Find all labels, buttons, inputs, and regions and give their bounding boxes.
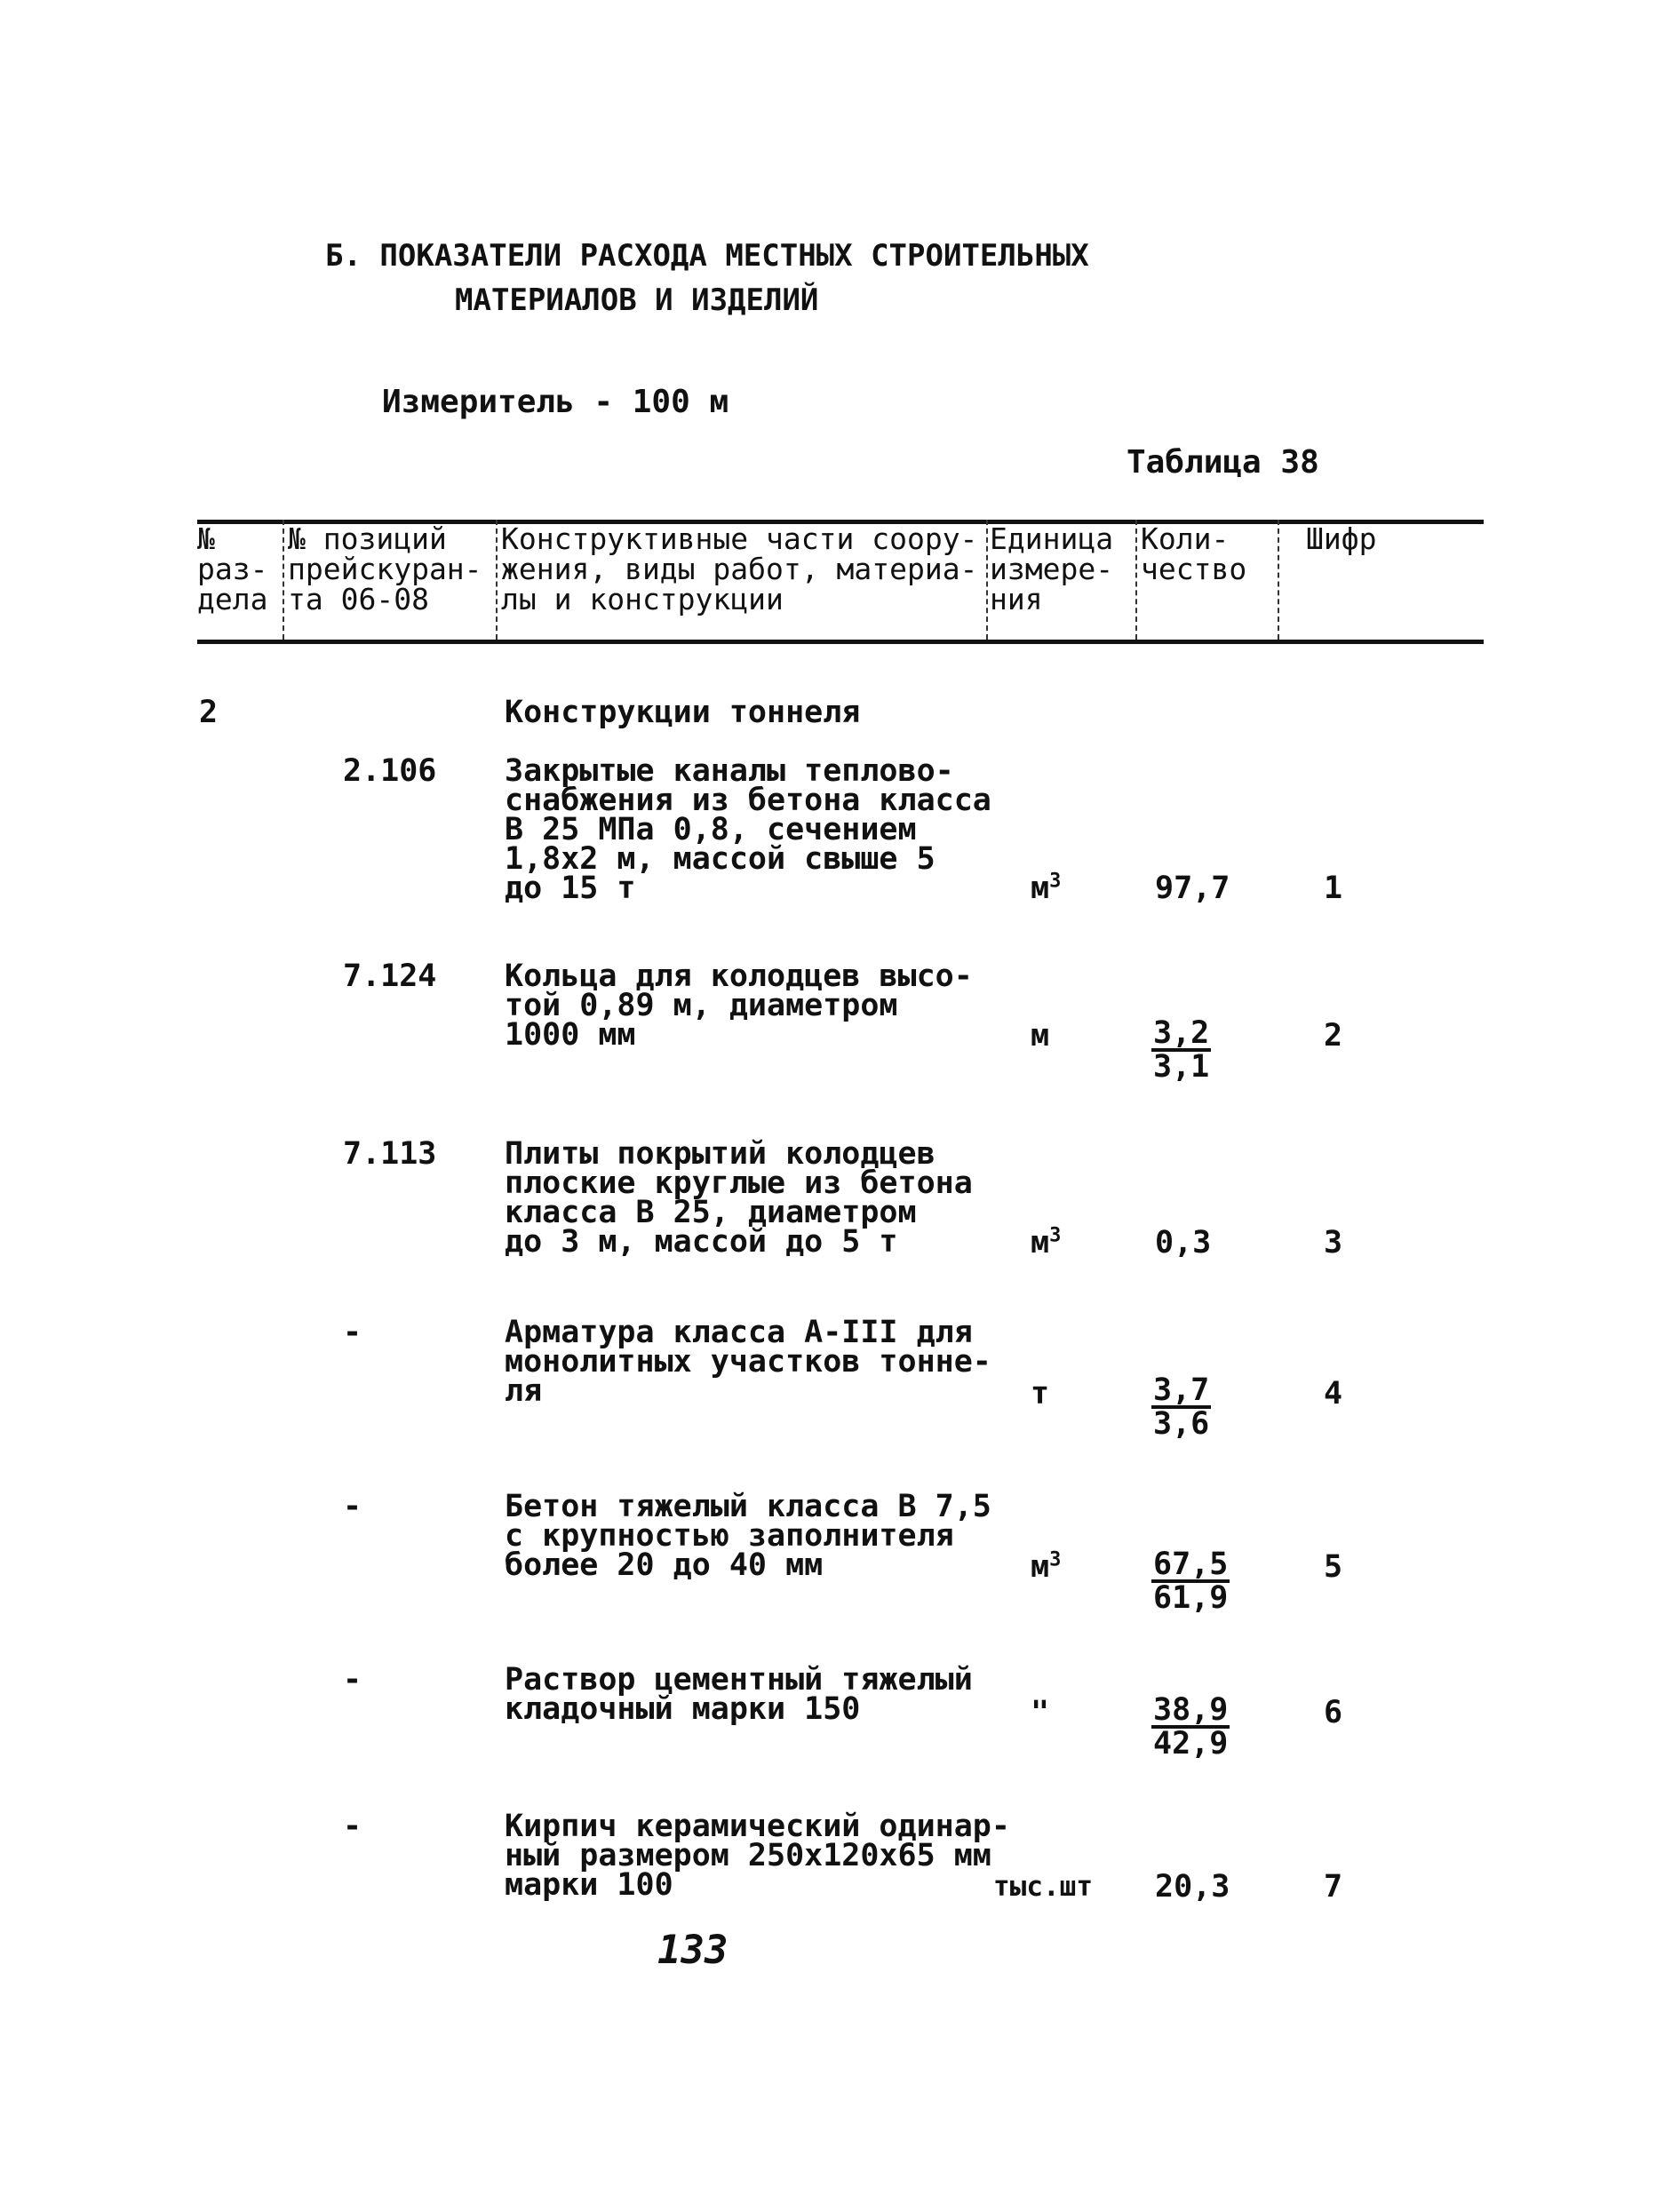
col-separator [1135,520,1137,640]
table-label: Таблица 38 [1127,444,1319,481]
row-description: Бетон тяжелый класса В 7,5 с крупностью заполнителя более 20 до 40 мм [505,1489,991,1583]
row-description: Закрытые каналы теплово- снабжения из бетона класса В 25 МПа 0,8, сечением 1,8х2 м, массой свыше 5 до 15 т [505,753,991,906]
row-position: - [343,1315,362,1350]
quantity-numerator: 67,5 [1153,1547,1229,1582]
heading-line-2: МАТЕРИАЛОВ И ИЗДЕЛИЙ [455,282,819,318]
row-position: 7.124 [343,958,437,994]
quantity-numerator: 38,9 [1153,1692,1229,1728]
quantity-denominator: 61,9 [1153,1580,1229,1616]
row-quantity-fraction [1151,1692,1230,1762]
row-unit: тыс.шт [993,1871,1093,1903]
quantity-numerator: 3,7 [1153,1372,1210,1408]
row-code: 2 [1324,1018,1343,1054]
row-position: 7.113 [343,1136,437,1172]
row-description: Раствор цементный тяжелый кладочный марки 150 [505,1662,973,1727]
row-unit: $м^3$ [1031,870,1062,906]
row-unit: $м^3$ [1031,1548,1062,1585]
col-header-position: № позиций прейскуран- та 06-08 [288,521,482,616]
col-header-code: Шифр [1306,521,1377,556]
section-number: 2 [199,695,219,730]
quantity-denominator: 42,9 [1153,1726,1229,1762]
row-code: 3 [1324,1225,1343,1261]
col-header-quantity: Коли- чество [1141,521,1247,586]
row-quantity: 0,3 [1155,1225,1212,1261]
quantity-numerator: 3,2 [1153,1015,1210,1051]
row-code: 6 [1324,1695,1343,1730]
row-quantity: 20,3 [1155,1869,1230,1905]
row-quantity-fraction [1151,1372,1211,1442]
heading-line-1: Б. ПОКАЗАТЕЛИ РАСХОДА МЕСТНЫХ СТРОИТЕЛЬНЫХ [325,238,1089,274]
row-unit: $м^3$ [1031,1224,1062,1261]
col-separator [986,520,988,640]
table-header-bottom-rule [197,640,1484,644]
quantity-denominator: 3,6 [1153,1406,1210,1442]
row-description: Плиты покрытий колодцев плоские круглые из бетона класса В 25, диаметром до 3 м, массой до 5 т [505,1136,973,1260]
row-code: 7 [1324,1869,1343,1905]
row-code: 1 [1324,871,1343,906]
row-unit: т [1031,1376,1050,1412]
row-description: Кирпич керамический одинар- ный размером 250х120х65 мм марки 100 [505,1809,1010,1903]
row-code: 4 [1324,1376,1343,1412]
col-separator [1278,520,1279,640]
col-header-description: Конструктивные части соору- жения, виды работ, материа- лы и конструкции [501,521,978,616]
col-separator [496,520,498,640]
row-quantity-fraction [1151,1015,1211,1085]
col-header-section: № раз- дела [197,521,268,616]
row-description: Кольца для колодцев высо- той 0,89 м, диаметром 1000 мм [505,958,973,1053]
section-title: Конструкции тоннеля [505,695,861,730]
quantity-denominator: 3,1 [1153,1049,1210,1085]
row-code: 5 [1324,1549,1343,1585]
col-header-unit: Единица измере- ния [990,521,1114,616]
row-quantity-fraction [1151,1547,1230,1616]
row-description: Арматура класса А-III для монолитных участков тонне- ля [505,1315,991,1409]
page-number: 133 [657,1928,729,1973]
row-position: - [343,1489,362,1524]
row-position: - [343,1809,362,1844]
row-position: 2.106 [343,753,437,789]
row-unit: " [1031,1695,1050,1730]
meter-label: Измеритель - 100 м [382,384,729,420]
col-separator [283,520,284,640]
row-quantity: 97,7 [1155,871,1230,906]
row-position: - [343,1662,362,1698]
row-unit: м [1031,1018,1050,1054]
